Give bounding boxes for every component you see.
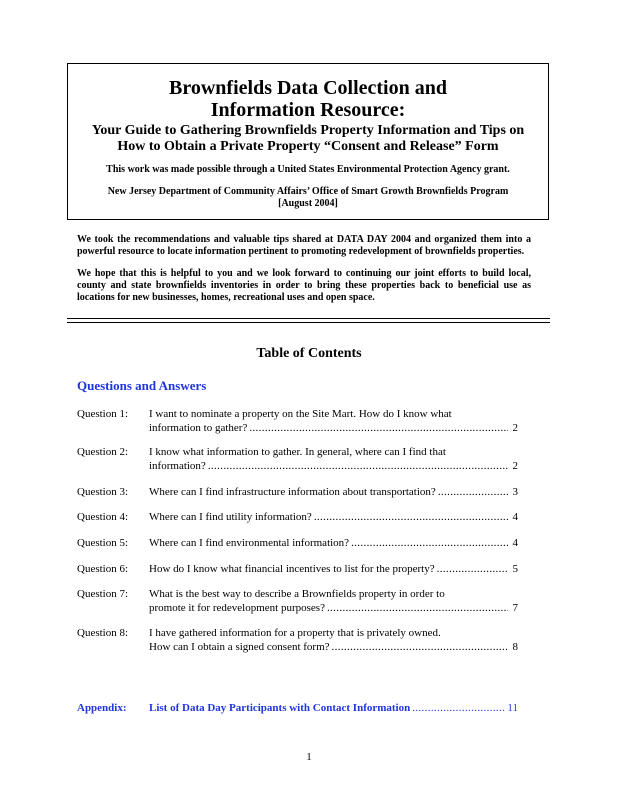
toc-title: Table of Contents [256, 346, 362, 361]
page-ref: 4 [512, 511, 518, 523]
page-ref: 4 [512, 537, 518, 549]
question-label: Question 1: [77, 408, 129, 420]
page-ref: 3 [512, 486, 518, 498]
page-ref: 2 [512, 460, 518, 472]
document-title: Brownfields Data Collection and Information Resource: [169, 77, 447, 121]
question-label: Question 8: [77, 627, 129, 639]
question-label: Question 5: [77, 537, 129, 549]
toc-entry-question-5[interactable]: Where can I find environmental information? . . . 4 [149, 536, 518, 550]
dot-leader [351, 536, 508, 550]
dot-leader [208, 459, 508, 473]
page-ref: 5 [512, 563, 518, 575]
question-label: Question 3: [77, 486, 129, 498]
question-label: Question 4: [77, 511, 129, 523]
publication-date: [August 2004] [278, 198, 338, 209]
toc-entry-question-1[interactable]: I want to nominate a property on the Site Mart. How do I know what information to gather? . . . 2 [149, 407, 518, 435]
toc-entry-question-8[interactable]: I have gathered information for a property that is privately owned. How can I obtain a signed consent form? . . . 8 [149, 626, 518, 654]
question-label: Question 6: [77, 563, 129, 575]
page-ref: 8 [512, 641, 518, 653]
toc-entry-appendix[interactable]: List of Data Day Participants with Contact Information . . . 11 [149, 702, 518, 714]
dot-leader [437, 562, 508, 576]
divider-line [67, 322, 550, 323]
appendix-label: Appendix: [77, 702, 127, 714]
intro-paragraph-1: We took the recommendations and valuable tips shared at DATA DAY 2004 and organized them into a powerful resource to locate information pertinent to promoting redevelopment of brownfields properties. [77, 234, 531, 257]
title-box [67, 63, 549, 220]
dot-leader [249, 421, 508, 435]
toc-entry-question-2[interactable]: I know what information to gather. In general, where can I find that information? . . . 2 [149, 445, 518, 473]
dot-leader [412, 702, 505, 714]
dot-leader [314, 510, 508, 524]
question-label: Question 2: [77, 446, 129, 458]
toc-entry-question-4[interactable]: Where can I find utility information? . . . 4 [149, 510, 518, 524]
document-subtitle: Your Guide to Gathering Brownfields Property Information and Tips on How to Obtain a Private Property “Consent and Release” Form [91, 123, 525, 154]
page-ref: 11 [507, 702, 518, 714]
question-label: Question 7: [77, 588, 129, 600]
dot-leader [327, 601, 508, 615]
toc-entry-question-7[interactable]: What is the best way to describe a Brownfields property in order to promote it for redevelopment purposes? . . . 7 [149, 587, 518, 615]
toc-section-heading: Questions and Answers [77, 378, 207, 393]
toc-entry-question-3[interactable]: Where can I find infrastructure information about transportation? . . . 3 [149, 485, 518, 499]
toc-entry-question-6[interactable]: How do I know what financial incentives to list for the property? . . . 5 [149, 562, 518, 576]
page-ref: 2 [512, 422, 518, 434]
dot-leader [332, 640, 508, 654]
intro-paragraph-2: We hope that this is helpful to you and we look forward to continuing our joint efforts to build local, county and state brownfields inventories in order to bring these properties back to beneficial use as locations for new businesses, homes, recreational uses and open space. [77, 268, 531, 303]
dot-leader [438, 485, 508, 499]
department-name: New Jersey Department of Community Affairs’ Office of Smart Growth Brownfields Program [107, 186, 509, 197]
divider-line [67, 318, 550, 319]
grant-note: This work was made possible through a United States Environmental Protection Agency grant. [106, 164, 510, 175]
page-number: 1 [306, 751, 312, 763]
page-ref: 7 [512, 602, 518, 614]
